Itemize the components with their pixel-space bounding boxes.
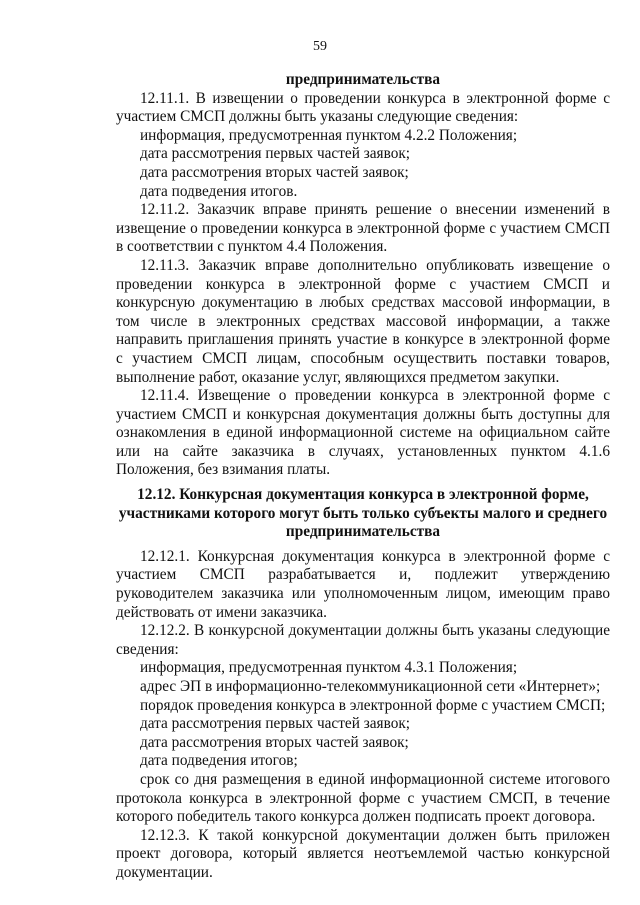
- list-item: дата рассмотрения первых частей заявок;: [140, 715, 411, 733]
- paragraph-12-11-3: 12.11.3. Заказчик вправе дополнительно опубликовать извещение о проведении конкурса в электронной форме с участием СМСП и конкурсную документацию в любых средствах массовой информации, в том числе в электронных средствах массовой информации, а также направить приглашения принять участие в конкурсе в электронной форме с участием СМСП лицам, способным осуществить поставки товаров, выполнение работ, оказание услуг, являющихся предметом закупки.: [116, 256, 610, 386]
- list-item: дата рассмотрения первых частей заявок;: [140, 145, 411, 163]
- paragraph-12-12-3: 12.12.3. К такой конкурсной документации должен быть приложен проект договора, который является неотъемлемой частью конкурсной документации.: [116, 826, 610, 881]
- paragraph-12-11-1: 12.11.1. В извещении о проведении конкурса в электронной форме с участием СМСП должны быть указаны следующие сведения:: [116, 89, 610, 126]
- page-content: [116, 71, 610, 883]
- list-item: информация, предусмотренная пунктом 4.2.2 Положения;: [140, 126, 518, 144]
- paragraph-signing-deadline: срок со дня размещения в единой информационной системе итогового протокола конкурса в электронной форме с участием СМСП, в течение которого победитель такого конкурса должен подписать проект договора.: [116, 770, 610, 826]
- list-item: дата рассмотрения вторых частей заявок;: [140, 733, 409, 751]
- paragraph-12-11-2: 12.11.2. Заказчик вправе принять решение о внесении изменений в извещение о проведении конкурса в электронной форме с участием СМСП в соответствии с пунктом 4.4 Положения.: [116, 201, 610, 256]
- paragraph-12-12-2: 12.12.2. В конкурсной документации должны быть указаны следующие сведения:: [116, 622, 610, 658]
- list-item: дата рассмотрения вторых частей заявок;: [140, 163, 409, 181]
- list-item: информация, предусмотренная пунктом 4.3.1 Положения;: [140, 659, 518, 677]
- list-item: порядок проведения конкурса в электронной форме с участием СМСП;: [140, 696, 606, 714]
- section-title-line: 12.12. Конкурсная документация конкурса в электронной форме,: [137, 486, 589, 504]
- section-title-line: участниками которого могут быть только субъекты малого и среднего: [118, 504, 608, 522]
- paragraph-12-11-4: 12.11.4. Извещение о проведении конкурса в электронной форме с участием СМСП и конкурсная документация должны быть доступны для ознакомления в единой информационной системе на официальном сайте или на сайте заказчика в случаях, установленных пунктом 4.1.6 Положения, без взимания платы.: [116, 387, 610, 479]
- page-number: 59: [313, 39, 327, 54]
- continued-heading: предпринимательства: [285, 71, 441, 88]
- paragraph-12-12-1: 12.12.1. Конкурсная документация конкурса в электронной форме с участием СМСП разрабатывается и, подлежит утверждению руководителем заказчика или уполномоченным лицом, имеющим право действовать от имени заказчика.: [116, 547, 610, 621]
- list-item: адрес ЭП в информационно-телекоммуникационной сети «Интернет»;: [140, 678, 601, 695]
- section-title-line: предпринимательства: [285, 523, 441, 541]
- list-item: дата подведения итогов;: [140, 752, 298, 770]
- list-item: дата подведения итогов.: [140, 182, 298, 200]
- section-title-12-12: [116, 486, 610, 542]
